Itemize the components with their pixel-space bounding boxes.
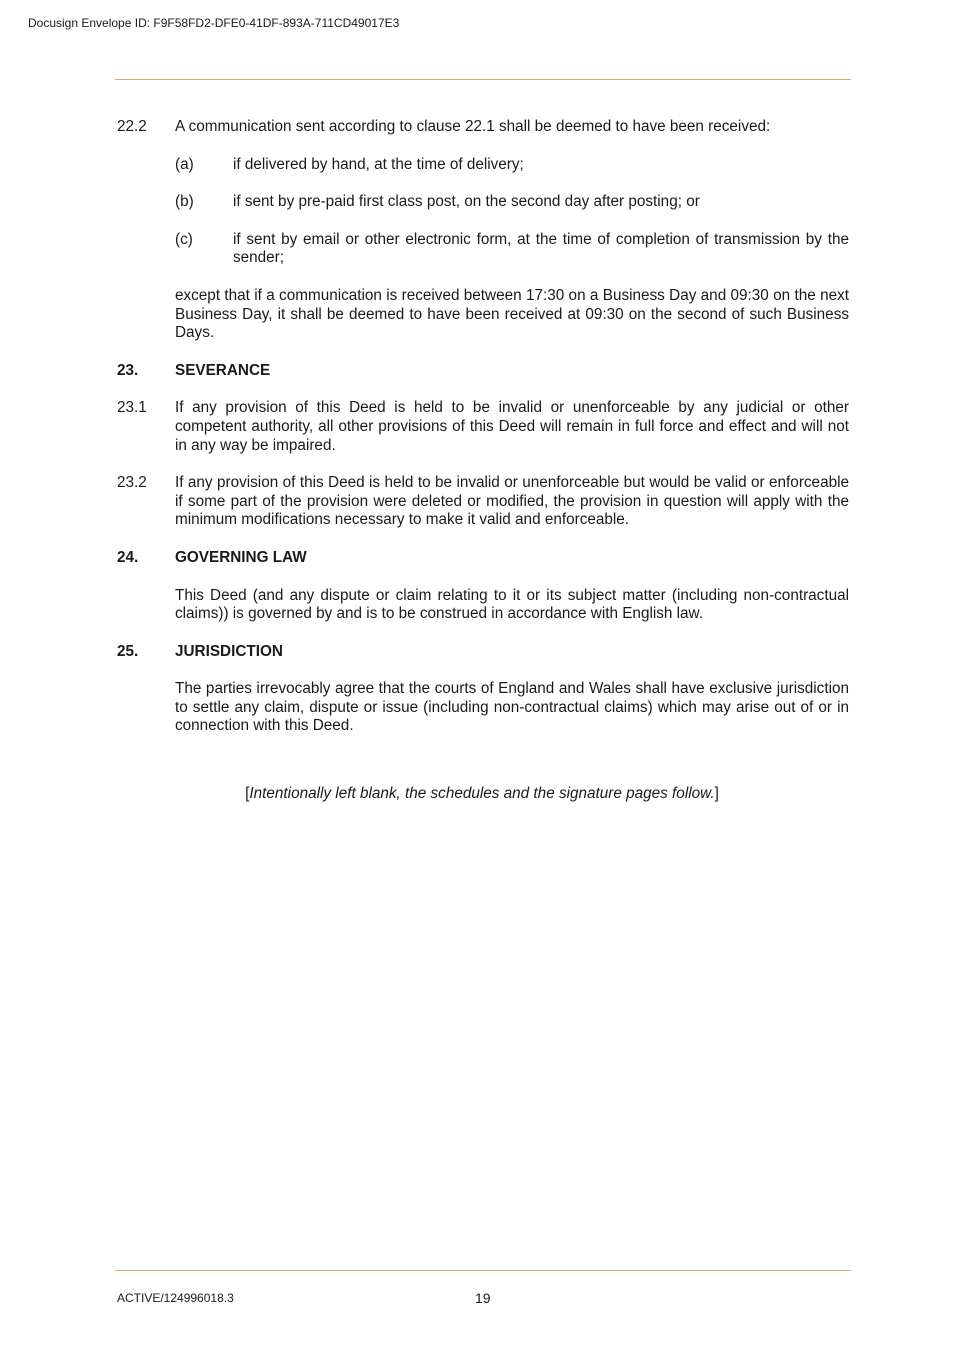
footer-divider <box>115 1270 851 1271</box>
section-number: 25. <box>117 642 139 660</box>
sub-clause-text: if delivered by hand, at the time of delivery; <box>233 155 524 173</box>
clause-22-2-tail: except that if a communication is received between 17:30 on a Business Day and 09:30 on the next Business Day, it shall be deemed to have been received at 09:30 on the second of such Business Days. <box>175 286 849 342</box>
page-number: 19 <box>475 1290 491 1306</box>
clause-22-2 <box>117 118 849 137</box>
sub-clause-text: if sent by email or other electronic form, at the time of completion of transmission by the sender; <box>233 230 849 267</box>
jurisdiction-text: The parties irrevocably agree that the courts of England and Wales shall have exclusive jurisdiction to settle any claim, dispute or issue (including non-contractual claims) which may arise out of or in connection with this Deed. <box>175 680 849 735</box>
sub-clause-number: (c) <box>175 230 193 248</box>
intentionally-blank-note <box>116 785 848 804</box>
sub-clause-b <box>175 193 849 212</box>
sub-clause-a <box>175 156 849 175</box>
clause-23-2 <box>117 474 849 530</box>
clause-number: 23.1 <box>117 399 147 417</box>
sub-clause-number: (b) <box>175 193 194 211</box>
document-reference: ACTIVE/124996018.3 <box>117 1291 234 1305</box>
clause-text: A communication sent according to clause 22.1 shall be deemed to have been received: <box>175 118 771 135</box>
section-number: 24. <box>117 548 139 566</box>
document-body <box>117 118 849 804</box>
clause-number: 22.2 <box>117 118 147 135</box>
section-heading-severance <box>117 362 849 381</box>
governing-law-text: This Deed (and any dispute or claim relating to it or its subject matter (including non-contractual claims)) is governed by and is to be construed in accordance with English law. <box>175 586 849 623</box>
sub-clause-c <box>175 231 849 268</box>
open-bracket: [ <box>245 785 250 803</box>
close-bracket: ] <box>714 785 719 803</box>
section-title: GOVERNING LAW <box>175 548 307 566</box>
clause-number: 23.2 <box>117 474 147 492</box>
note-text: Intentionally left blank, the schedules and the signature pages follow. <box>249 785 715 803</box>
sub-clause-text: if sent by pre-paid first class post, on the second day after posting; or <box>233 193 700 211</box>
docusign-envelope-id: Docusign Envelope ID: F9F58FD2-DFE0-41DF-893A-711CD49017E3 <box>28 16 400 30</box>
clause-text: If any provision of this Deed is held to be invalid or unenforceable but would be valid or enforceable if some part of the provision were deleted or modified, the provision in question will apply with the minimum modifications necessary to make it valid and enforceable. <box>175 474 849 529</box>
section-number: 23. <box>117 361 139 379</box>
section-title: SEVERANCE <box>175 361 271 379</box>
section-heading-jurisdiction <box>117 643 849 662</box>
clause-23-1 <box>117 399 849 455</box>
header-divider <box>115 79 851 80</box>
section-heading-governing-law <box>117 549 849 568</box>
clause-text: If any provision of this Deed is held to be invalid or unenforceable by any judicial or other competent authority, all other provisions of this Deed will remain in full force and effect and will not in any way be impaired. <box>175 399 849 454</box>
sub-clause-number: (a) <box>175 155 194 173</box>
section-title: JURISDICTION <box>175 642 283 660</box>
